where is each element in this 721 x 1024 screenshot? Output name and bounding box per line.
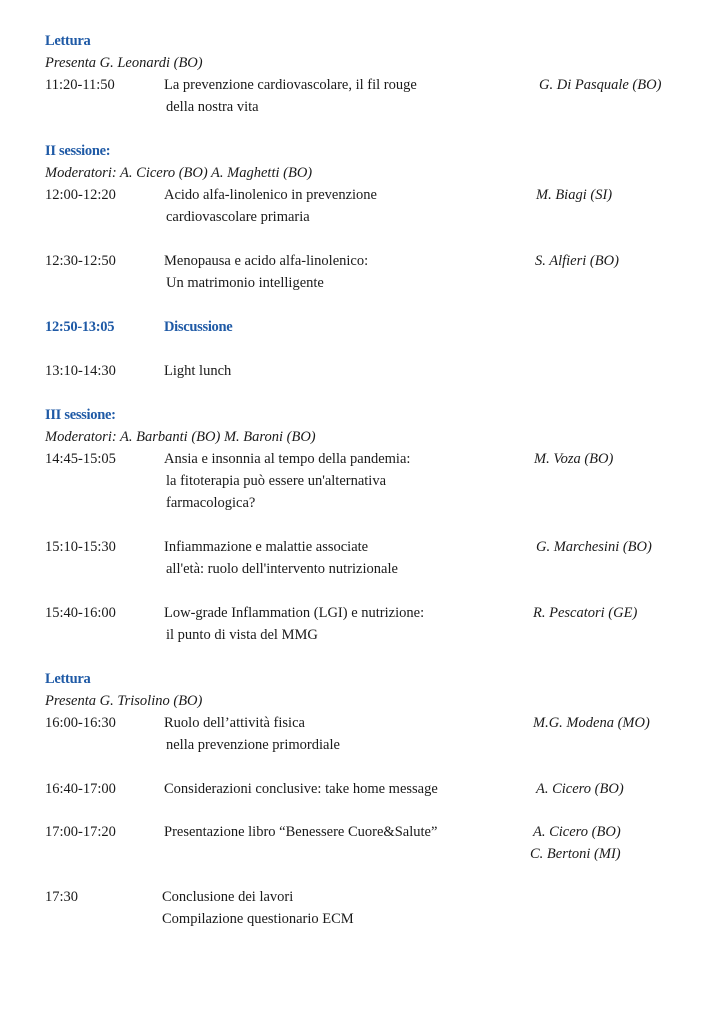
time-slot: 15:10-15:30 bbox=[45, 539, 116, 555]
time-slot: 17:00-17:20 bbox=[45, 824, 116, 840]
speaker: A. Cicero (BO) bbox=[536, 781, 624, 797]
speaker: A. Cicero (BO) bbox=[533, 824, 621, 840]
talk-title-cont: cardiovascolare primaria bbox=[166, 209, 310, 225]
talk-title: Ruolo dell’attività fisica bbox=[164, 715, 305, 731]
presenter-line: Presenta G. Leonardi (BO) bbox=[45, 55, 203, 71]
speaker: R. Pescatori (GE) bbox=[533, 605, 638, 621]
discussion-time: 12:50-13:05 bbox=[45, 319, 115, 335]
closing-title: Conclusione dei lavori bbox=[162, 889, 294, 905]
speaker: G. Marchesini (BO) bbox=[536, 539, 652, 555]
section-heading-lettura: Lettura bbox=[45, 33, 91, 49]
talk-title-cont: farmacologica? bbox=[166, 495, 256, 511]
speaker: M. Biagi (SI) bbox=[536, 187, 613, 203]
talk-title: La prevenzione cardiovascolare, il fil rouge bbox=[164, 77, 417, 93]
speaker: M.G. Modena (MO) bbox=[533, 715, 650, 731]
talk-title: Menopausa e acido alfa-linolenico: bbox=[164, 253, 369, 269]
moderators-line: Moderatori: A. Barbanti (BO) M. Baroni (BO) bbox=[45, 429, 316, 445]
time-slot: 15:40-16:00 bbox=[45, 605, 116, 621]
speaker: S. Alfieri (BO) bbox=[535, 253, 619, 269]
speaker: C. Bertoni (MI) bbox=[530, 846, 621, 862]
speaker: M. Voza (BO) bbox=[534, 451, 614, 467]
section-heading-session-3: III sessione: bbox=[45, 407, 116, 423]
talk-title: Acido alfa-linolenico in prevenzione bbox=[164, 187, 377, 203]
talk-title-cont: il punto di vista del MMG bbox=[166, 627, 318, 643]
time-slot: 16:40-17:00 bbox=[45, 781, 116, 797]
talk-title: Low-grade Inflammation (LGI) e nutrizione: bbox=[164, 605, 425, 621]
section-heading-lettura: Lettura bbox=[45, 671, 91, 687]
talk-title: Ansia e insonnia al tempo della pandemia: bbox=[164, 451, 411, 467]
time-slot: 11:20-11:50 bbox=[45, 77, 115, 93]
section-heading-session-2: II sessione: bbox=[45, 143, 111, 159]
talk-title-cont: all'età: ruolo dell'intervento nutrizionale bbox=[166, 561, 398, 577]
time-slot: 12:00-12:20 bbox=[45, 187, 116, 203]
lunch-time: 13:10-14:30 bbox=[45, 363, 116, 379]
discussion-label: Discussione bbox=[164, 319, 233, 335]
moderators-line: Moderatori: A. Cicero (BO) A. Maghetti (BO) bbox=[45, 165, 313, 181]
time-slot: 16:00-16:30 bbox=[45, 715, 116, 731]
talk-title-cont: la fitoterapia può essere un'alternativa bbox=[166, 473, 387, 489]
lunch-label: Light lunch bbox=[164, 363, 232, 379]
talk-title: Considerazioni conclusive: take home message bbox=[164, 781, 438, 797]
talk-title-cont: della nostra vita bbox=[166, 99, 259, 115]
talk-title: Infiammazione e malattie associate bbox=[164, 539, 369, 555]
closing-time: 17:30 bbox=[45, 889, 79, 905]
talk-title: Presentazione libro “Benessere Cuore&Salute” bbox=[164, 824, 438, 840]
presenter-line: Presenta G. Trisolino (BO) bbox=[45, 693, 203, 709]
speaker: G. Di Pasquale (BO) bbox=[539, 77, 662, 93]
time-slot: 12:30-12:50 bbox=[45, 253, 116, 269]
closing-title-cont: Compilazione questionario ECM bbox=[162, 911, 354, 927]
time-slot: 14:45-15:05 bbox=[45, 451, 116, 467]
talk-title-cont: Un matrimonio intelligente bbox=[166, 275, 324, 291]
talk-title-cont: nella prevenzione primordiale bbox=[166, 737, 340, 753]
